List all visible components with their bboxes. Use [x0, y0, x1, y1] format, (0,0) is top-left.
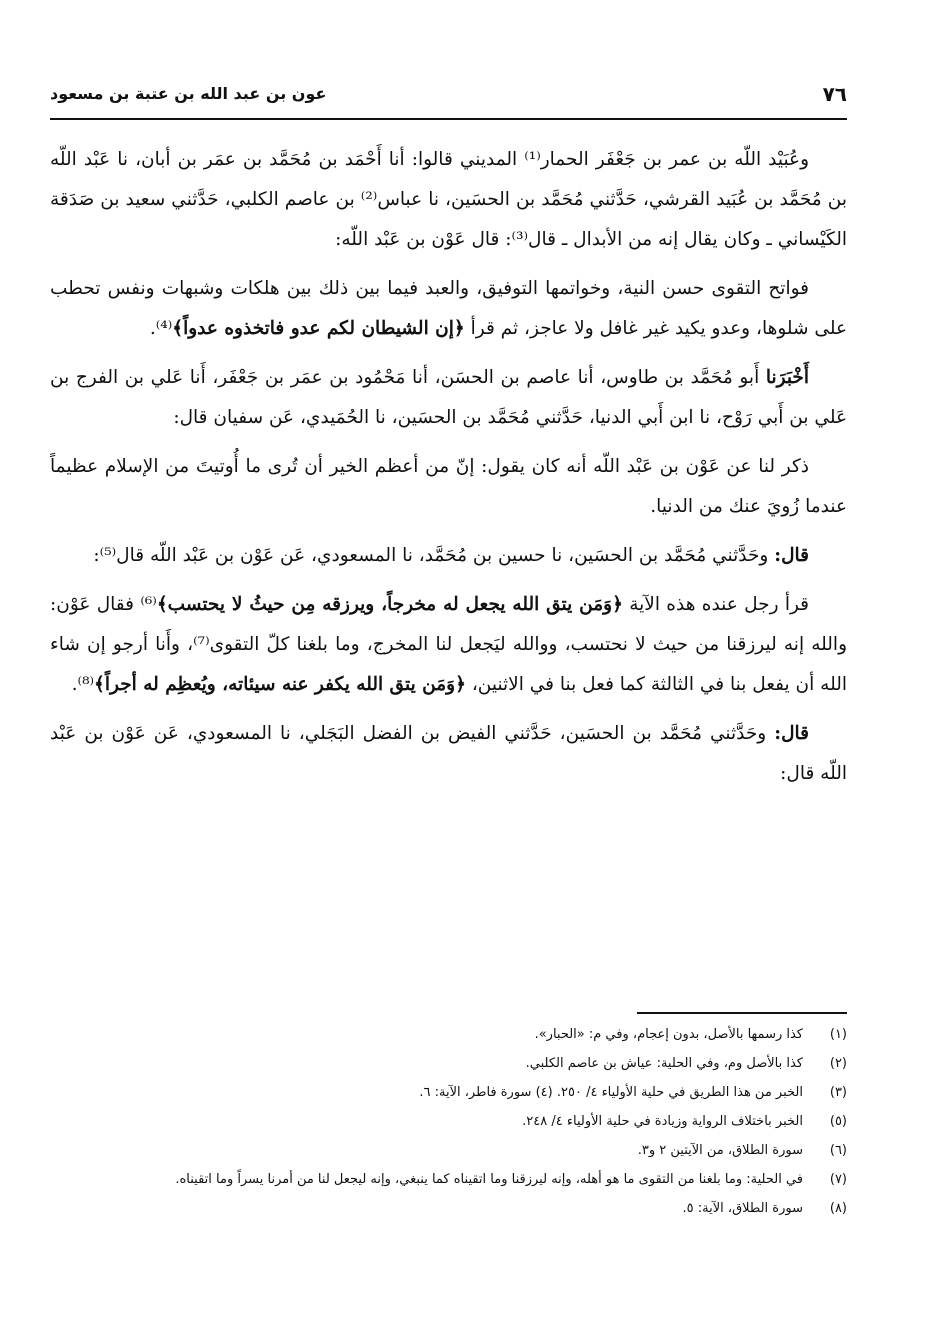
- footnote-item: [50, 1165, 847, 1194]
- paragraph-1-text: وعُبَيْد اللّه بن عمر بن جَعْفَر الحمار⁽¹⁾ المديني قالوا: أنا أَحْمَد بن مُحَمَّد بن عمَر بن أبان، نا عَبْد اللّه بن مُحَمَّد بن عُبَيد القرشي، حَدَّثني مُحَمَّد بن الحسَين، نا عباس⁽²⁾ بن عاصم الكلبي، حَدَّثني سعيد بن صَدَقة الكَيْساني ـ وكان يقال إنه من الأبدال ـ قال⁽³⁾: قال عَوْن بن عَبْد اللّه:: [50, 149, 847, 250]
- paragraph-3-text: أَبو مُحَمَّد بن طاوس، أنا عاصم بن الحسَن، أنا مَحْمُود بن عمَر بن جَعْفَر، أَنا عَلي بن الفرج بن عَلي بن أَبي رَوْح، نا ابن أَبي الدنيا، حَدَّثني مُحَمَّد بن الحسَين، نا الحُمَيدي، عَن سفيان قال:: [50, 367, 847, 428]
- footnote-text: الخبر باختلاف الرواية وزيادة في حلية الأولياء ٤/ ٢٤٨.: [522, 1114, 803, 1129]
- main-text: [50, 140, 847, 803]
- footnote-text: سورة الطلاق، الآية: ٥.: [682, 1201, 803, 1216]
- paragraph-6-text: قرأ رجل عنده هذه الآية: [622, 594, 810, 615]
- footnote-item: [50, 1194, 847, 1223]
- footnote-ref: ⁽⁴⁾.: [149, 318, 173, 339]
- isnad-lead: قال:: [774, 723, 809, 744]
- paragraph-6-text: ⁽⁶⁾ فقال عَوْن: والله إنه ليرزقنا من حيث لا نحتسب، ووالله ليَجعل لنا المخرج، وما بلغنا كلّ التقوى⁽⁷⁾، وأَنا أرجو إن شاء الله أن يفعل بنا في الثالثة كما فعل بنا في الاثنين،: [50, 594, 847, 695]
- footnote-number: (٥): [829, 1114, 847, 1129]
- footnote-text: سورة الطلاق، من الآيتين ٢ و٣.: [637, 1143, 803, 1158]
- paragraph-5-text: وحَدَّثني مُحَمَّد بن الحسَين، نا حسين بن مُحَمَّد، نا المسعودي، عَن عَوْن بن عَبْد اللّه قال⁽⁵⁾:: [93, 545, 775, 566]
- running-title: عون بن عبد الله بن عتبة بن مسعود: [50, 84, 327, 103]
- footnote-number: (١): [829, 1027, 847, 1042]
- page-header: [50, 78, 847, 120]
- footnotes-list: [50, 1020, 847, 1223]
- paragraph-4: [50, 447, 847, 527]
- paragraph-1: [50, 140, 847, 260]
- paragraph-4-text: ذكر لنا عن عَوْن بن عَبْد اللّه أنه كان يقول: إنّ من أعظم الخير أن تُرى ما أُوتيتَ من الإسلام عظيماً عندما زُويَ عنك من الدنيا.: [50, 456, 847, 517]
- footnote-item: [50, 1049, 847, 1078]
- footnote-text: كذا بالأصل وم، وفي الحلية: عياش بن عاصم الكلبي.: [525, 1056, 803, 1071]
- paragraph-2: [50, 269, 847, 349]
- footnote-separator: [637, 1012, 847, 1014]
- paragraph-5: [50, 536, 847, 576]
- quran-quote: ﴿وَمَن يتق الله يجعل له مخرجاً، ويرزقه مِن حيثُ لا يحتسب﴾: [156, 594, 623, 615]
- isnad-lead: أَخْبَرَنا: [765, 367, 809, 388]
- quran-quote: ﴿إن الشيطان لكم عدو فاتخذوه عدواً﴾: [172, 318, 465, 339]
- footnote-text: كذا رسمها بالأصل، بدون إعجام، وفي م: «الحبار».: [534, 1027, 803, 1042]
- footnote-item: [50, 1136, 847, 1165]
- paragraph-2-text: فواتح التقوى حسن النية، وخواتمها التوفيق، والعبد فيما بين ذلك بين هلكات وشبهات ونفس تحطب على شلوها، وعدو يكيد غير غافل ولا عاجز، ثم قرأ: [50, 278, 847, 339]
- footnote-item: [50, 1078, 847, 1107]
- footnote-number: (٢): [829, 1056, 847, 1071]
- paragraph-7-text: وحَدَّثني مُحَمَّد بن الحسَين، حَدَّثني الفيض بن الفضل البَجَلي، نا المسعودي، عَن عَوْن بن عَبْد اللّه قال:: [50, 723, 847, 784]
- footnote-text: في الحلية: وما بلغنا من التقوى ما هو أهله، وإنه ليرزقنا وما اتقيناه كما ينبغي، وإنه ليجعل لنا من أمرنا يسراً وما اتقيناه.: [175, 1172, 803, 1187]
- footnote-item: [50, 1020, 847, 1049]
- footnote-number: (٨): [829, 1201, 847, 1216]
- footnote-ref: ⁽⁸⁾.: [71, 674, 95, 695]
- footnote-item: [50, 1107, 847, 1136]
- footnote-text: الخبر من هذا الطريق في حلية الأولياء ٤/ ٢٥٠. (٤) سورة فاطر، الآية: ٦.: [419, 1085, 803, 1100]
- footnote-number: (٧): [829, 1172, 847, 1187]
- page-number: ٧٦: [822, 82, 847, 106]
- paragraph-6: [50, 585, 847, 705]
- footnote-number: (٦): [829, 1143, 847, 1158]
- paragraph-7: [50, 714, 847, 794]
- paragraph-3: [50, 358, 847, 438]
- footnote-number: (٣): [829, 1085, 847, 1100]
- quran-quote: ﴿وَمَن يتق الله يكفر عنه سيئاته، ويُعظِم له أجراً﴾: [94, 674, 466, 695]
- isnad-lead: قال:: [774, 545, 809, 566]
